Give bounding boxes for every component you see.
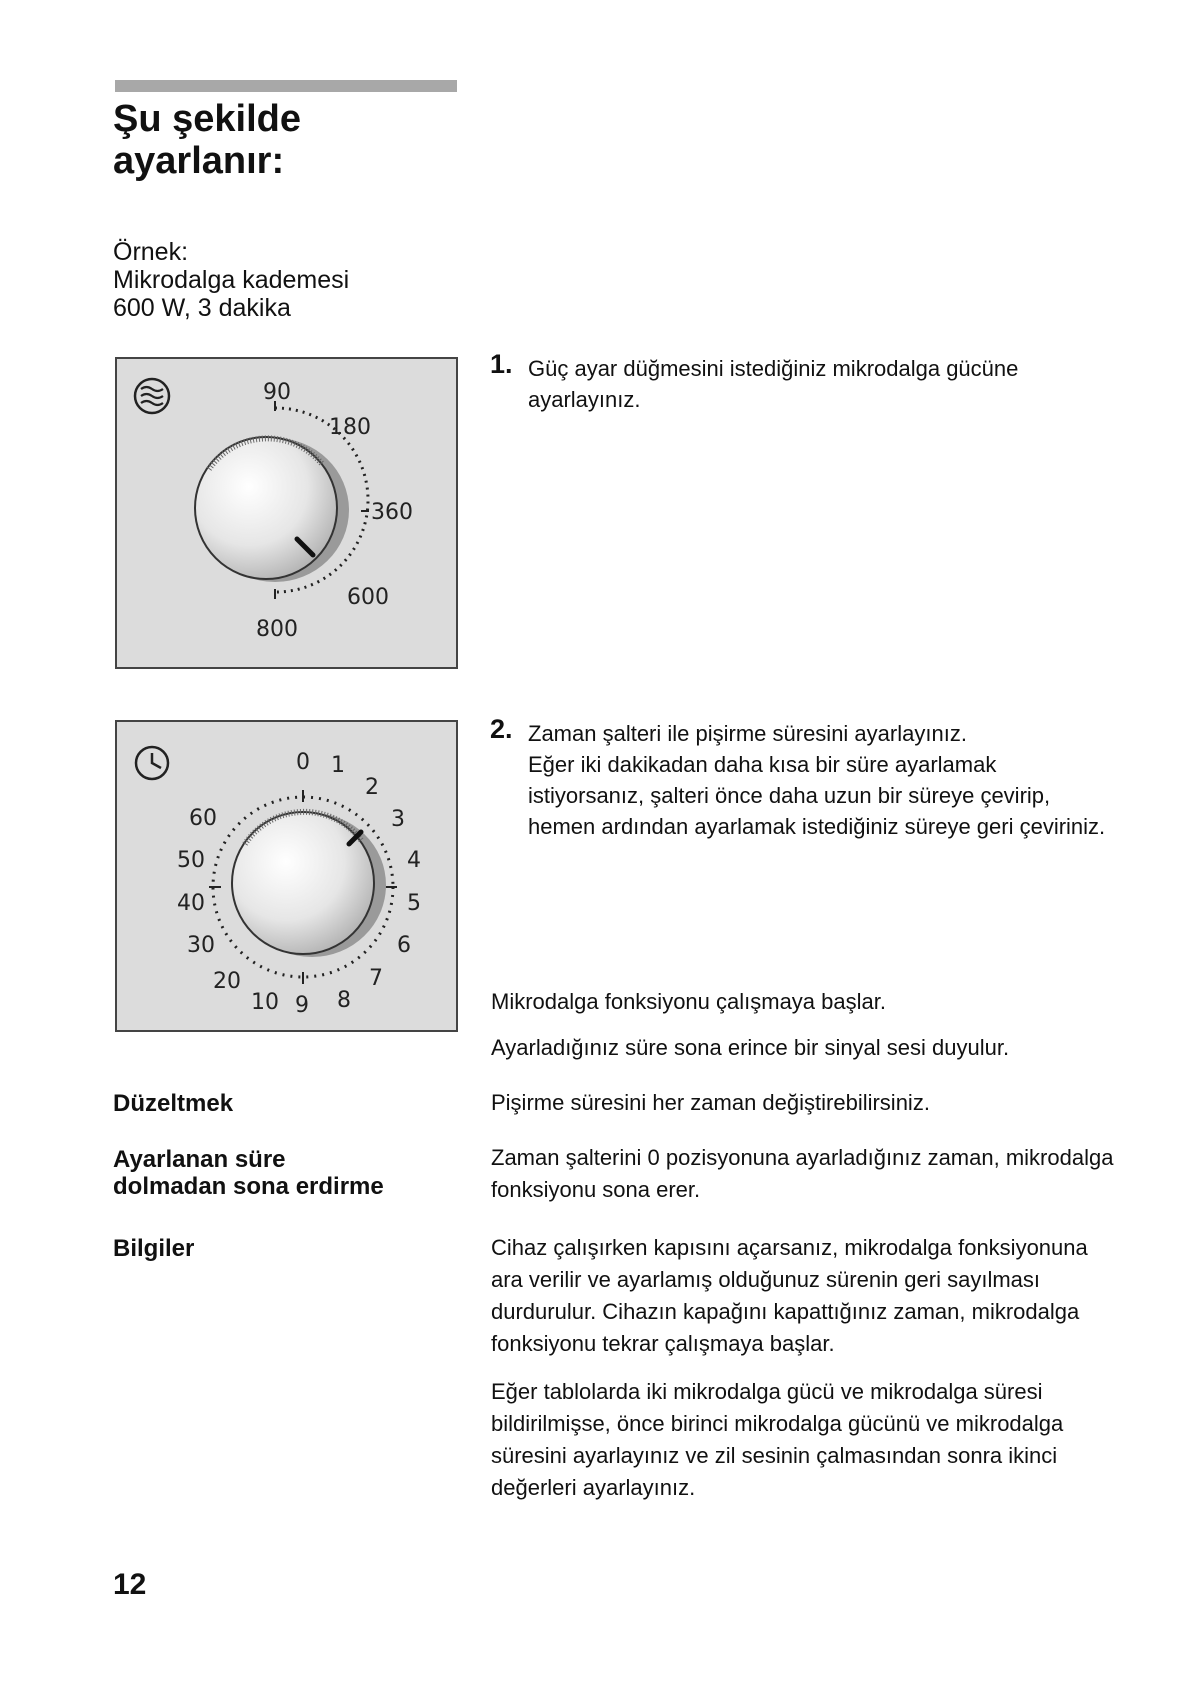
timer-label-1: 1 — [331, 753, 345, 778]
timer-label-9: 9 — [295, 993, 309, 1018]
page-number: 12 — [113, 1568, 147, 1601]
timer-label-6: 6 — [397, 933, 411, 958]
timer-label-2: 2 — [365, 775, 379, 800]
timer-label-10: 10 — [251, 990, 279, 1015]
timer-label-30: 30 — [187, 933, 215, 958]
step-2-text-detail: Eğer iki dakikadan daha kısa bir süre ayarlamak istiyorsanız, şalteri önce daha uzun bir süreye çevirip, hemen ardından ayarlamak istediğiniz süreye geri çeviriniz. — [528, 752, 1106, 839]
heading-info: Bilgiler — [113, 1235, 195, 1262]
paragraph-start: Mikrodalga fonksiyonu çalışmaya başlar. — [491, 989, 886, 1014]
step-1-number: 1. — [490, 349, 513, 379]
power-dial-figure — [117, 359, 456, 667]
power-label-360: 360 — [371, 500, 413, 525]
timer-label-3: 3 — [391, 807, 405, 832]
timer-dial-panel — [115, 720, 458, 1032]
power-label-180: 180 — [329, 415, 371, 440]
section-top-bar — [115, 80, 457, 92]
heading-stop-line1: Ayarlanan süre — [113, 1146, 286, 1173]
power-label-90: 90 — [263, 380, 291, 405]
timer-dial-figure — [117, 722, 456, 1030]
power-label-600: 600 — [347, 585, 389, 610]
timer-label-50: 50 — [177, 848, 205, 873]
step-2 — [490, 714, 1118, 842]
timer-knob[interactable] — [232, 812, 374, 954]
step-2-text-main: Zaman şalteri ile pişirme süresini ayarlayınız. — [528, 721, 967, 746]
step-2-number: 2. — [490, 714, 513, 744]
example-setting: 600 W, 3 dakika — [113, 294, 291, 322]
clock-icon — [136, 747, 168, 779]
step-1 — [490, 349, 1118, 415]
timer-label-0: 0 — [296, 750, 310, 775]
timer-label-8: 8 — [337, 988, 351, 1013]
example-label: Örnek: — [113, 238, 189, 266]
example-mode: Mikrodalga kademesi — [113, 266, 350, 294]
paragraph-stop: Zaman şalterini 0 pozisyonuna ayarladığınız zaman, mikrodalga fonksiyonu sona erer. — [491, 1145, 1114, 1202]
paragraph-correct: Pişirme süresini her zaman değiştirebilirsiniz. — [491, 1090, 930, 1115]
page-title — [113, 98, 301, 182]
paragraph-signal: Ayarladığınız süre sona erince bir sinyal sesi duyulur. — [491, 1035, 1010, 1060]
timer-label-40: 40 — [177, 891, 205, 916]
heading-stop — [113, 1146, 384, 1200]
timer-label-7: 7 — [369, 966, 383, 991]
page-title-line1: Şu şekilde — [113, 98, 301, 140]
paragraph-info-1: Cihaz çalışırken kapısını açarsanız, mikrodalga fonksiyonuna ara verilir ve ayarlamış olduğunuz sürenin geri sayılması durdurulur. Cihazın kapağını kapattığınız zaman, mikrodalga fonksiyonu tekrar çalışmaya başlar. — [491, 1235, 1088, 1356]
timer-label-4: 4 — [407, 848, 421, 873]
power-dial-panel — [115, 357, 458, 669]
timer-label-5: 5 — [407, 891, 421, 916]
timer-label-20: 20 — [213, 969, 241, 994]
heading-correct: Düzeltmek — [113, 1090, 234, 1117]
paragraph-info-2: Eğer tablolarda iki mikrodalga gücü ve mikrodalga süresi bildirilmişse, önce birinci mikrodalga gücünü ve mikrodalga süresini ayarlayınız ve zil sesinin çalmasından sonra ikinci değerleri ayarlayınız. — [491, 1379, 1064, 1500]
microwave-waves-icon — [135, 379, 169, 413]
page-title-line2: ayarlanır: — [113, 140, 285, 182]
heading-stop-line2: dolmadan sona erdirme — [113, 1173, 384, 1200]
example-block — [113, 238, 349, 322]
timer-label-60: 60 — [189, 806, 217, 831]
power-label-800: 800 — [256, 617, 298, 642]
step-1-text: Güç ayar düğmesini istediğiniz mikrodalga gücüne ayarlayınız. — [528, 356, 1019, 412]
